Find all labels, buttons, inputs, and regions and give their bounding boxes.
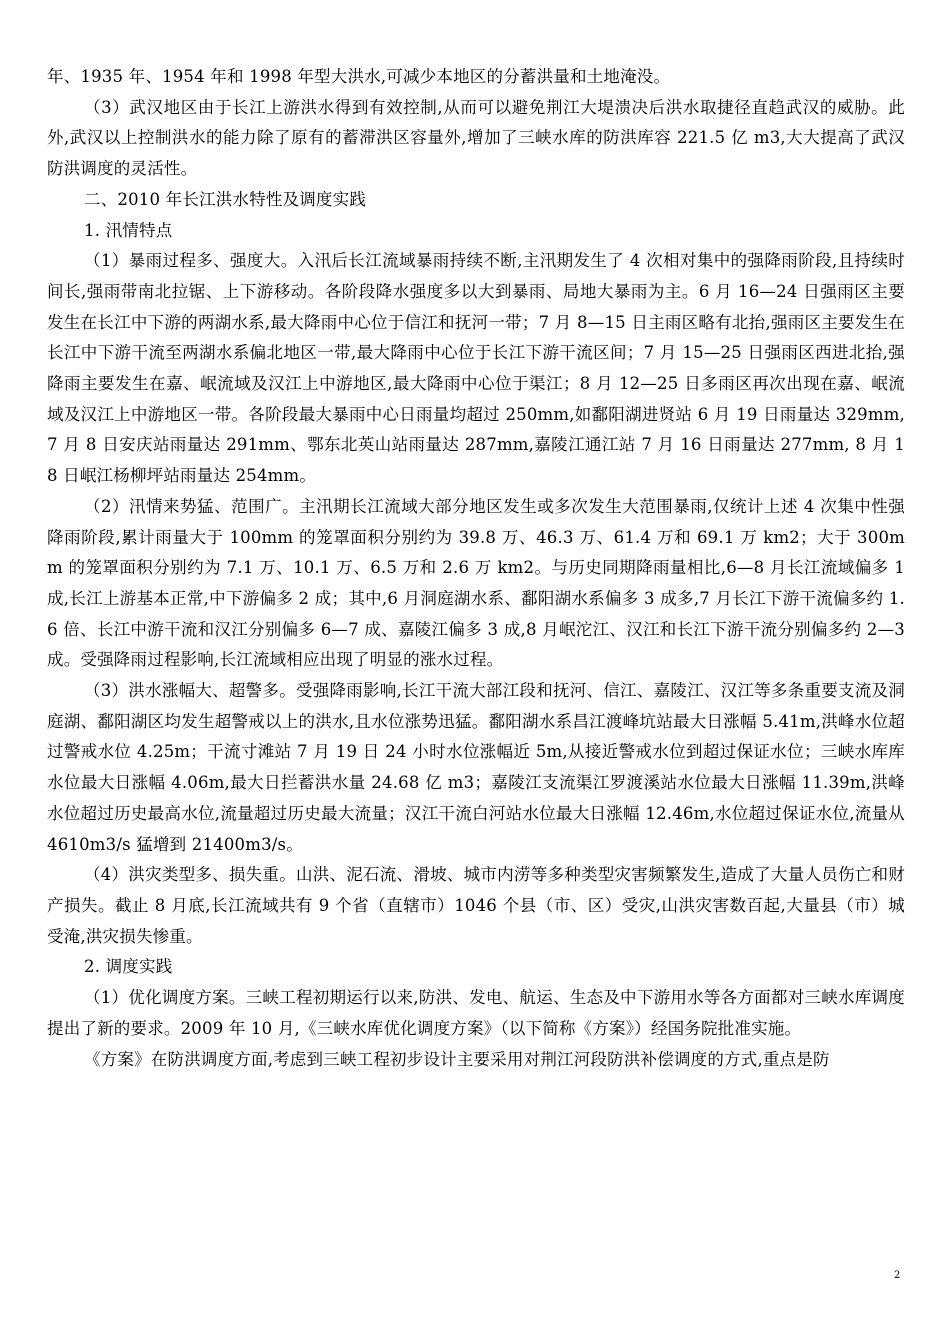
section-heading-2010-flood: 二、2010 年长江洪水特性及调度实践 <box>84 189 367 209</box>
paragraph-water-level-rise: （3）洪水涨幅大、超警多。受强降雨影响,长江干流大部江段和抚河、信江、嘉陵江、汉江等多条重要支流及洞庭湖、鄱阳湖区均发生超警戒以上的洪水,且水位涨势迅猛。鄱阳湖水系昌江渡峰坑站最大日涨幅 5.41m,洪峰水位超过警戒水位 4.25m；干流寸滩站 7 月 19 日 24 小时水位涨幅近 5m,从接近警戒水位到超过保证水位；三峡水库库水位最大日涨幅 4.06m,最大日拦蓄洪水量 24.68 亿 m3；嘉陵江支流渠江罗渡溪站水位最大日涨幅 11.39m,洪峰水位超过历史最高水位,流量超过历史最大流量；汉江干流白河站水位最大日涨幅 12.46m,水位超过保证水位,流量从 4610m3/s 猛增到 21400m3/s。 <box>47 681 905 854</box>
paragraph-plan-flood-control: 《方案》在防洪调度方面,考虑到三峡工程初步设计主要采用对荆江河段防洪补偿调度的方式,重点是防 <box>84 1049 830 1069</box>
paragraph-optimized-plan: （1）优化调度方案。三峡工程初期运行以来,防洪、发电、航运、生态及中下游用水等各方面都对三峡水库调度提出了新的要求。2009 年 10 月,《三峡水库优化调度方案》（以下简称《方案》）经国务院批准实施。 <box>47 988 905 1038</box>
paragraph-disaster-losses: （4）洪灾类型多、损失重。山洪、泥石流、滑坡、城市内涝等多种类型灾害频繁发生,造成了大量人员伤亡和财产损失。截止 8 月底,长江流域共有 9 个省（直辖市）1046 个县（市、区）受灾,山洪灾害数百起,大量县（市）城受淹,洪灾损失惨重。 <box>47 865 905 946</box>
paragraph-flood-reduction-continued: 年、1935 年、1954 年和 1998 年型大洪水,可减少本地区的分蓄洪量和土地淹没。 <box>47 67 671 86</box>
page-number: 2 <box>894 1270 901 1281</box>
subsection-heading-flood-features: 1. 汛情特点 <box>84 220 173 240</box>
document-body <box>47 62 905 1075</box>
subsection-heading-dispatch-practice: 2. 调度实践 <box>84 957 173 977</box>
paragraph-rainstorm-intensity: （1）暴雨过程多、强度大。入汛后长江流域暴雨持续不断,主汛期发生了 4 次相对集中的强降雨阶段,且持续时间长,强雨带南北拉锯、上下游移动。各阶段降水强度多以大到暴雨、局地大暴雨为主。6 月 16—24 日强雨区主要发生在长江中下游的两湖水系,最大降雨中心位于信江和抚河一带；7 月 8—15 日主雨区略有北抬,强雨区主要发生在长江中下游干流至两湖水系偏北地区一带,最大降雨中心位于长江下游干流区间；7 月 15—25 日强雨区西进北抬,强降雨主要发生在嘉、岷流域及汉江上中游地区,最大降雨中心位于渠江；8 月 12—25 日多雨区再次出现在嘉、岷流域及汉江上中游地区一带。各阶段最大暴雨中心日雨量均超过 250mm,如鄱阳湖进贤站 6 月 19 日雨量达 329mm,7 月 8 日安庆站雨量达 291mm、鄂东北英山站雨量达 287mm,嘉陵江通江站 7 月 16 日雨量达 277mm, 8 月 18 日岷江杨柳坪站雨量达 254mm。 <box>47 251 905 486</box>
paragraph-wuhan-control: （3）武汉地区由于长江上游洪水得到有效控制,从而可以避免荆江大堤溃决后洪水取捷径直趋武汉的威胁。此外,武汉以上控制洪水的能力除了原有的蓄滞洪区容量外,增加了三峡水库的防洪库容 221.5 亿 m3,大大提高了武汉防洪调度的灵活性。 <box>47 97 905 179</box>
paragraph-flood-scope: （2）汛情来势猛、范围广。主汛期长江流域大部分地区发生或多次发生大范围暴雨,仅统计上述 4 次集中性强降雨阶段,累计雨量大于 100mm 的笼罩面积分别约为 39.8 万、46.3 万、61.4 万和 69.1 万 km2；大于 300mm 的笼罩面积分别约为 7.1 万、10.1 万、6.5 万和 2.6 万 km2。与历史同期降雨量相比,6—8 月长江流域偏多 1 成,长江上游基本正常,中下游偏多 2 成；其中,6 月洞庭湖水系、鄱阳湖水系偏多 3 成多,7 月长江下游干流偏多约 1.6 倍、长江中游干流和汉江分别偏多 6—7 成、嘉陵江偏多 3 成,8 月岷沱江、汉江和长江下游干流分别偏多约 2—3 成。受强降雨过程影响,长江流域相应出现了明显的涨水过程。 <box>47 496 905 670</box>
